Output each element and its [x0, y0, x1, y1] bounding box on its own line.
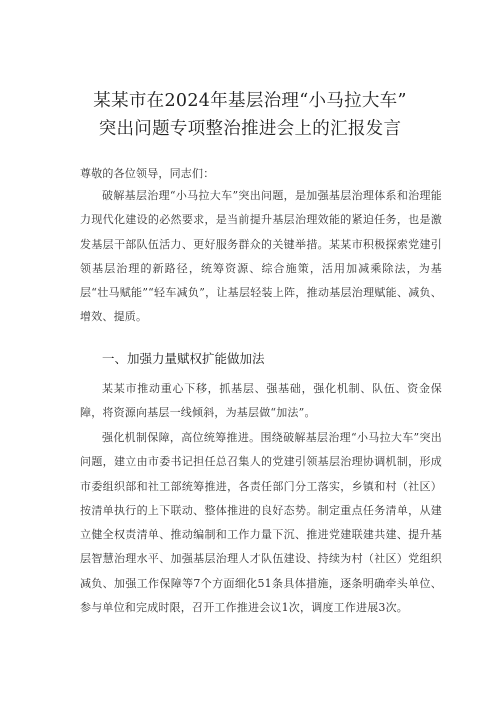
greeting: 尊敬的各位领导，同志们： — [80, 167, 215, 180]
section-heading: 一、加强力量赋权扩能做加法 — [102, 351, 265, 366]
intro-paragraph: 破解基层治理“小马拉大车”突出问题，是加强基层治理体系和治理能力现代化建设的必然要求，是当前提升基层治理效能的紧迫任务，也是激发基层干部队伍活力、更好服务群众的关键举措。某某市积极探索党建引领基层治理的新路径，统筹资源、综合施策，活用加减乘除法，为基层“壮马赋能”“轻车减负”，让基层轻装上阵，推动基层治理赋能、减负、增效、提质。 — [80, 189, 442, 324]
document-title-line-1: 某某市在2024年基层治理“小马拉大车” — [93, 91, 407, 111]
document-title-line-2: 突出问题专项整治推进会上的汇报发言 — [98, 119, 402, 139]
body-paragraph: 强化机制保障，高位统筹推进。围绕破解基层治理“小马拉大车”突出问题，建立由市委书记担任总召集人的党建引领基层治理协调机制，形成市委组织部和社工部统筹推进，各责任部门分工落实，乡镇和村（社区）按清单执行的上下联动、整体推进的良好态势。制定重点任务清单，从建立健全权责清单、推动编制和工作力量下沉、推进党建联建共建、提升基层智慧治理水平、加强基层治理人才队伍建设、持续为村（社区）党组织减负、加强工作保障等7个方面细化51条具体措施，逐条明确牵头单位、参与单位和完成时限，召开工作推进会议1次，调度工作进展3次。 — [80, 431, 442, 615]
body-paragraph: 某某市推动重心下移，抓基层、强基础，强化机制、队伍、资金保障，将资源向基层一线倾斜，为基层做“加法”。 — [80, 382, 442, 420]
